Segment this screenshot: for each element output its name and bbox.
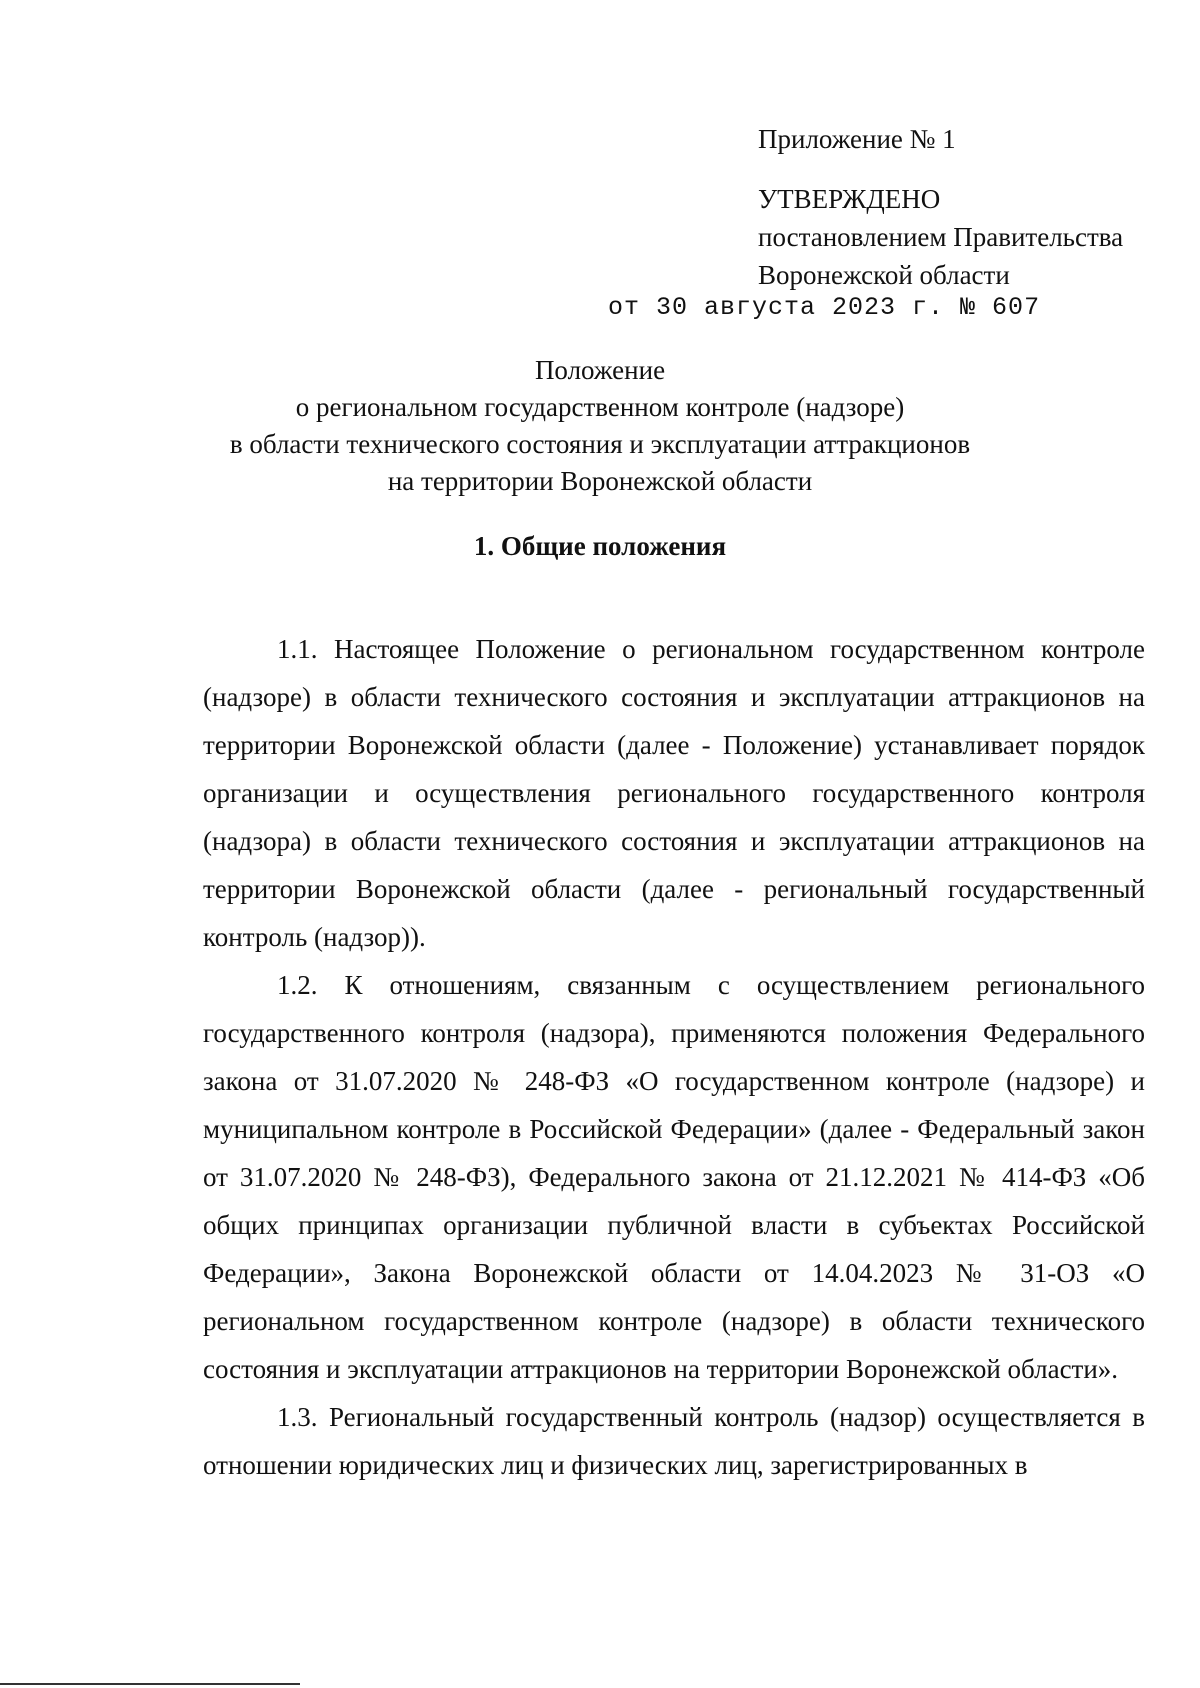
approved-stamp-text: УТВЕРЖДЕНО bbox=[758, 184, 941, 214]
title-line-4: на территории Воронежской области bbox=[387, 466, 813, 496]
appendix-header bbox=[758, 120, 1178, 294]
paragraph-1-2: 1.2. К отношениям, связанным с осуществлением регионального государственного контроля (надзора), применяются положения Федерального закона от 31.07.2020 № 248-ФЗ «О государственном контроле (надзоре) и муниципальном контроле в Российской Федерации» (далее - Федеральный закон от 31.07.2020 № 248-ФЗ), Федерального закона от 21.12.2021 № 414-ФЗ «Об общих принципах организации публичной власти в субъектах Российской Федерации», Закона Воронежской области от 14.04.2023 № 31-ОЗ «О региональном государственном контроле (надзоре) в области технического состояния и эксплуатации аттракционов на территории Воронежской области». bbox=[203, 970, 1145, 1384]
appendix-number: Приложение № 1 bbox=[758, 124, 956, 154]
paragraph-1-1: 1.1. Настоящее Положение о региональном государственном контроле (надзоре) в области технического состояния и эксплуатации аттракционов на территории Воронежской области (далее - Положение) устанавливает порядок организации и осуществления регионального государственного контроля (надзора) в области технического состояния и эксплуатации аттракционов на территории Воронежской области (далее - региональный государственный контроль (надзор)). bbox=[203, 634, 1145, 952]
title-line-2: о региональном государственном контроле (надзоре) bbox=[295, 392, 905, 422]
title-line-3: в области технического состояния и эксплуатации аттракционов bbox=[229, 429, 971, 459]
approved-by-line-1: постановлением Правительства bbox=[758, 222, 1124, 252]
paragraph-1-3: 1.3. Региональный государственный контроль (надзор) осуществляется в отношении юридических лиц и физических лиц, зарегистрированных в bbox=[203, 1402, 1145, 1480]
document-title bbox=[150, 352, 1050, 500]
footer-rule bbox=[0, 1683, 300, 1685]
approved-by-line-2: Воронежской области bbox=[758, 260, 1010, 290]
decree-date: от 30 августа 2023 г. № 607 bbox=[608, 293, 1041, 322]
document-body bbox=[203, 625, 1145, 1489]
section-heading: 1. Общие положения bbox=[473, 531, 727, 561]
title-line-1: Положение bbox=[534, 355, 666, 385]
